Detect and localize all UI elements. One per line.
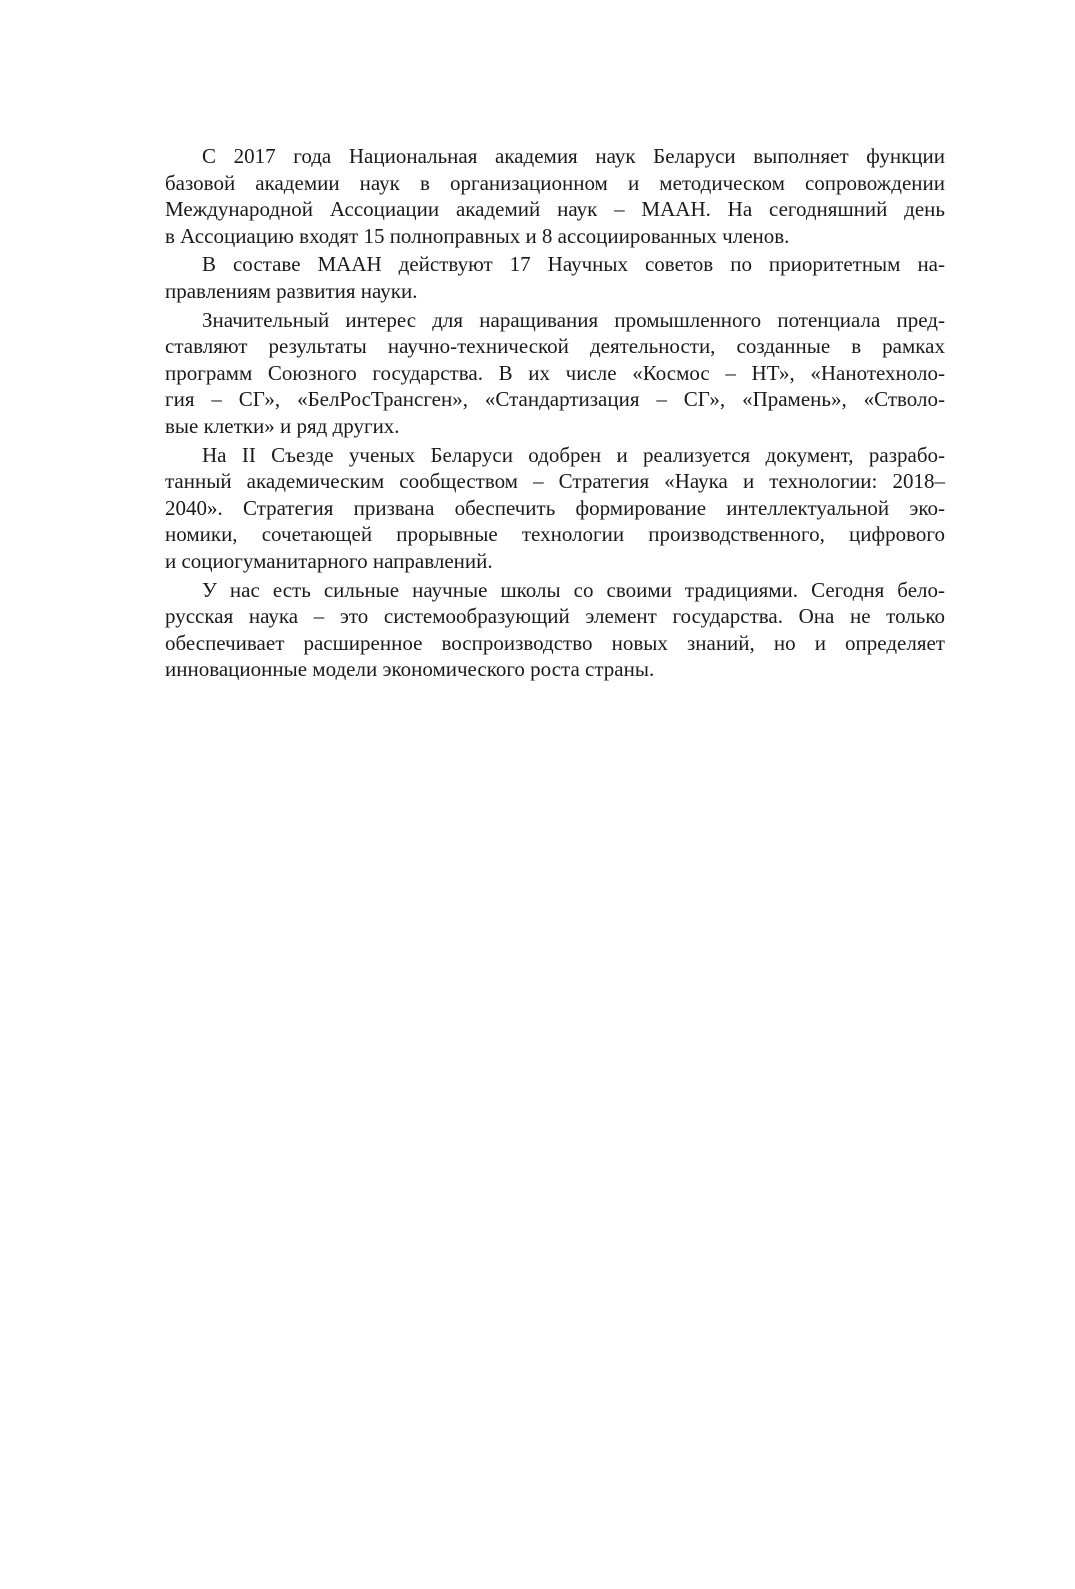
- text-line: Международной Ассоциации академий наук – МААН. На сегодняшний день: [165, 197, 945, 222]
- text-line: 2040». Стратегия призвана обеспечить формирование интеллектуальной эко-: [165, 495, 945, 520]
- paragraph-1: [165, 143, 945, 249]
- paragraph-2: [165, 251, 945, 304]
- text-line: вые клетки» и ряд других.: [165, 413, 400, 438]
- text-line: программ Союзного государства. В их числе «Космос – НТ», «Нанотехноло-: [165, 360, 945, 385]
- text-line: инновационные модели экономического роста страны.: [165, 657, 655, 682]
- text-line: и социогуманитарного направлений.: [165, 548, 493, 573]
- text-line: С 2017 года Национальная академия наук Беларуси выполняет функции: [202, 144, 945, 168]
- paragraph-3: [165, 307, 945, 440]
- text-line: обеспечивает расширенное воспроизводство новых знаний, но и определяет: [165, 630, 945, 655]
- paragraph-4: [165, 442, 945, 575]
- text-line: ставляют результаты научно-технической деятельности, созданные в рамках: [165, 334, 945, 359]
- text-line: Значительный интерес для наращивания промышленного потенциала пред-: [202, 307, 945, 332]
- text-line: русская наука – это системообразующий элемент государства. Она не только: [165, 604, 945, 629]
- text-line: правлениям развития науки.: [165, 278, 418, 303]
- text-line: гия – СГ», «БелРосТрансген», «Стандартизация – СГ», «Прамень», «Стволо-: [165, 387, 945, 412]
- text-line: номики, сочетающей прорывные технологии производственного, цифрового: [165, 522, 945, 547]
- text-line: На II Съезде ученых Беларуси одобрен и реализуется документ, разрабо-: [202, 442, 945, 467]
- paragraph-5: [165, 577, 945, 683]
- text-line: В составе МААН действуют 17 Научных советов по приоритетным на-: [202, 252, 945, 277]
- text-line: У нас есть сильные научные школы со своими традициями. Сегодня бело-: [202, 577, 945, 602]
- body-text: [165, 143, 945, 685]
- text-line: танный академическим сообществом – Стратегия «Наука и технологии: 2018–: [165, 469, 945, 494]
- text-line: базовой академии наук в организационном и методическом сопровождении: [165, 170, 945, 195]
- text-line: в Ассоциацию входят 15 полноправных и 8 ассоциированных членов.: [165, 223, 790, 248]
